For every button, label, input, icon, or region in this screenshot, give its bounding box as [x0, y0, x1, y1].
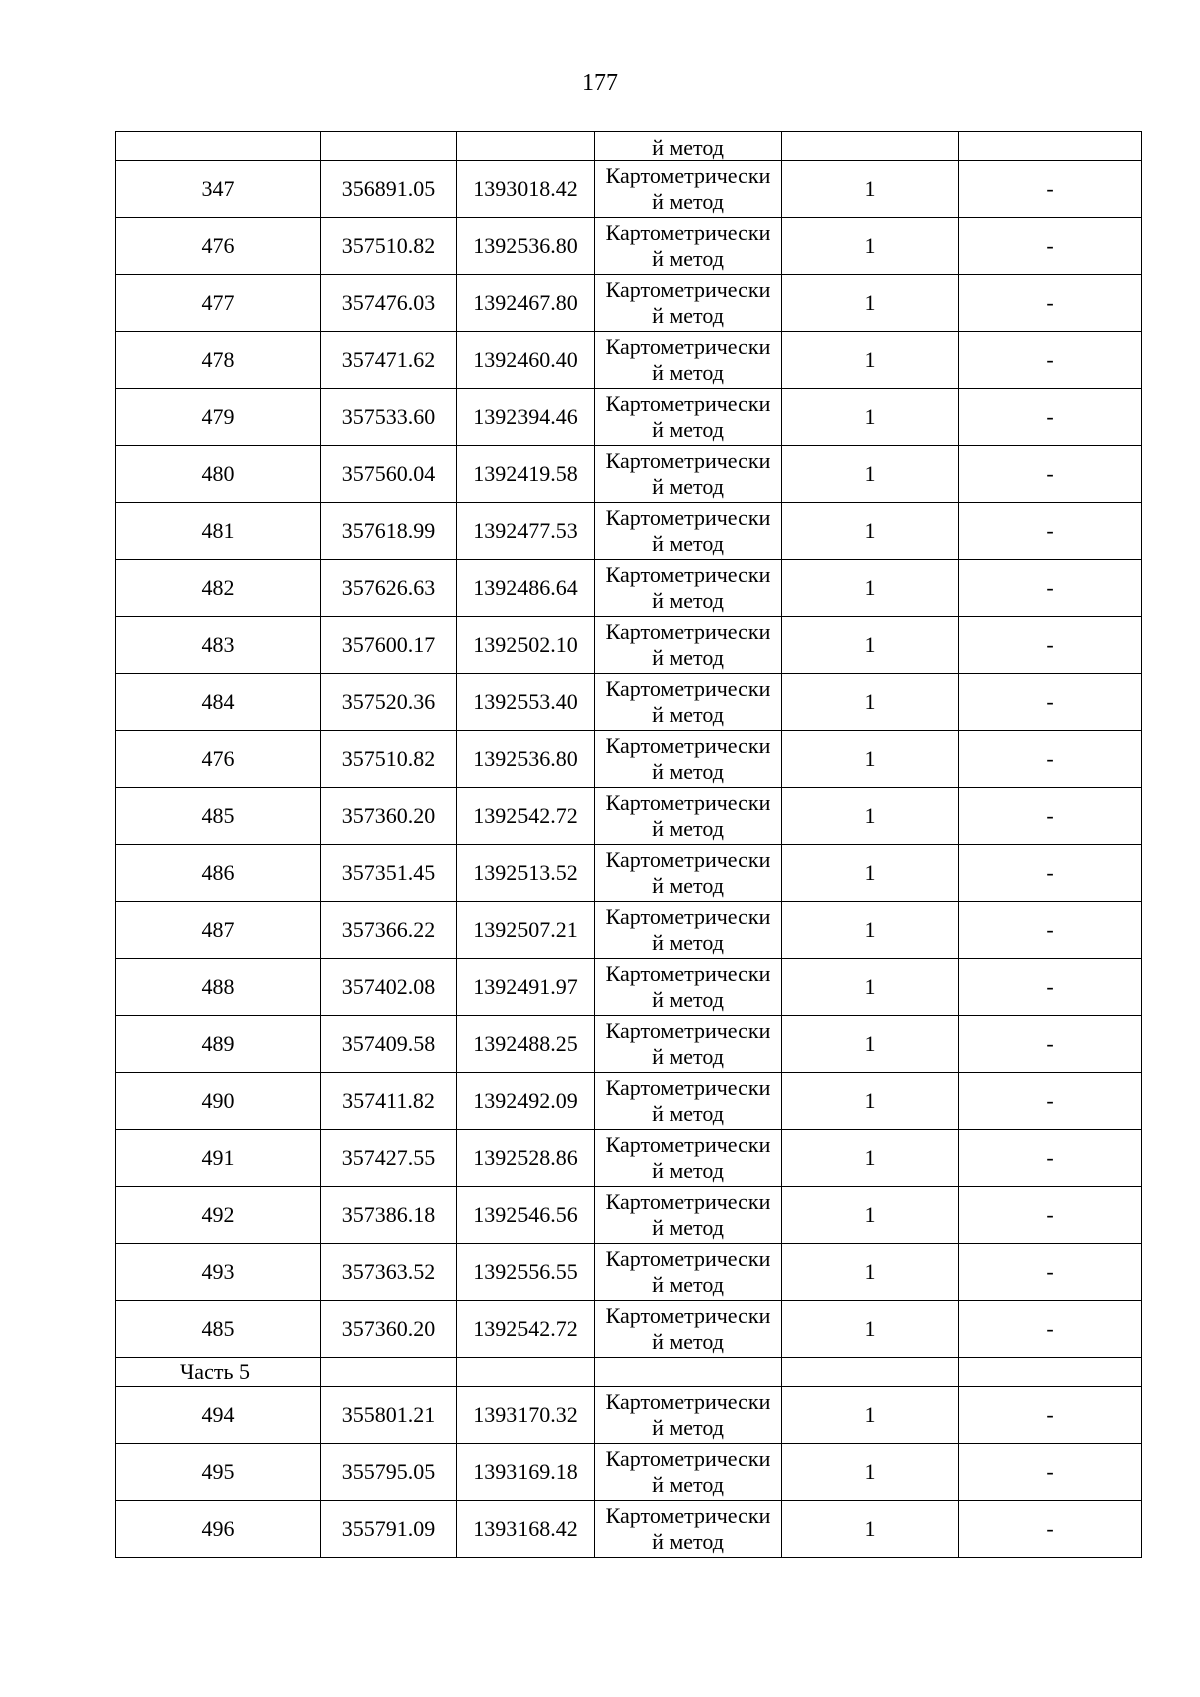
- table-cell-accuracy: 1: [782, 674, 959, 731]
- method-line-1: Картометрически: [605, 334, 771, 359]
- table-cell-note: [959, 132, 1142, 161]
- method-line-2: й метод: [652, 474, 724, 499]
- method-line-2: й метод: [652, 531, 724, 556]
- table-cell-x: 357366.22: [321, 902, 457, 959]
- table-cell-method: [595, 218, 782, 275]
- table-cell-empty: [595, 1358, 782, 1387]
- table-cell-method: [595, 1244, 782, 1301]
- method-line-1: Картометрически: [605, 391, 771, 416]
- table-cell-point: 491: [116, 1130, 321, 1187]
- table-cell-y: 1392394.46: [457, 389, 595, 446]
- table-cell-point: 485: [116, 1301, 321, 1358]
- table-cell-point: 485: [116, 788, 321, 845]
- method-line-1: Картометрически: [605, 1503, 771, 1528]
- method-line-1: Картометрически: [605, 676, 771, 701]
- table-cell-accuracy: 1: [782, 902, 959, 959]
- table-row: [116, 389, 1142, 446]
- table-cell-note: -: [959, 1387, 1142, 1444]
- method-line-2: й метод: [652, 1215, 724, 1240]
- table-cell-accuracy: 1: [782, 1187, 959, 1244]
- coordinates-table: [115, 131, 1142, 1558]
- method-line-2: й метод: [652, 588, 724, 613]
- table-cell-note: -: [959, 788, 1142, 845]
- table-cell-accuracy: 1: [782, 1501, 959, 1558]
- method-line-2: й метод: [652, 873, 724, 898]
- table-cell-method: [595, 446, 782, 503]
- table-cell-y: 1392542.72: [457, 788, 595, 845]
- table-cell-point: 479: [116, 389, 321, 446]
- table-cell-x: 357386.18: [321, 1187, 457, 1244]
- table-cell-point: 489: [116, 1016, 321, 1073]
- table-row: [116, 218, 1142, 275]
- table-cell-y: 1392546.56: [457, 1187, 595, 1244]
- method-line-1: Картометрически: [605, 847, 771, 872]
- table-cell-accuracy: 1: [782, 731, 959, 788]
- table-cell-method: [595, 161, 782, 218]
- table-cell-method: [595, 503, 782, 560]
- table-cell-accuracy: 1: [782, 1130, 959, 1187]
- method-line-2: й метод: [652, 1415, 724, 1440]
- table-cell-accuracy: 1: [782, 332, 959, 389]
- table-row: [116, 1244, 1142, 1301]
- continuation-row: [116, 132, 1142, 161]
- table-cell-point: 481: [116, 503, 321, 560]
- table-cell-note: -: [959, 731, 1142, 788]
- table-cell-method: й метод: [595, 132, 782, 161]
- table-cell-point: 478: [116, 332, 321, 389]
- table-cell-y: 1392542.72: [457, 1301, 595, 1358]
- table-row: [116, 332, 1142, 389]
- method-line-1: Картометрически: [605, 277, 771, 302]
- table-cell-x: 357360.20: [321, 1301, 457, 1358]
- table-cell-note: -: [959, 959, 1142, 1016]
- table-cell-x: 357427.55: [321, 1130, 457, 1187]
- table-cell-note: -: [959, 389, 1142, 446]
- table-row: [116, 674, 1142, 731]
- method-line-2: й метод: [652, 1272, 724, 1297]
- table-cell-y: [457, 132, 595, 161]
- table-cell-method: [595, 332, 782, 389]
- table-cell-note: -: [959, 674, 1142, 731]
- table-row: [116, 788, 1142, 845]
- table-row: [116, 560, 1142, 617]
- table-row: [116, 1016, 1142, 1073]
- table-cell-y: 1392556.55: [457, 1244, 595, 1301]
- table-cell-y: 1392502.10: [457, 617, 595, 674]
- table-row: [116, 1444, 1142, 1501]
- method-line-1: Картометрически: [605, 733, 771, 758]
- table-cell-point: 476: [116, 731, 321, 788]
- table-cell-method: [595, 1073, 782, 1130]
- table-cell-x: 357351.45: [321, 845, 457, 902]
- method-line-1: Картометрически: [605, 1389, 771, 1414]
- method-line-2: й метод: [652, 1472, 724, 1497]
- table-cell-x: 357520.36: [321, 674, 457, 731]
- table-row: [116, 161, 1142, 218]
- table-row: [116, 1187, 1142, 1244]
- table-row: [116, 275, 1142, 332]
- table-cell-x: 357600.17: [321, 617, 457, 674]
- table-cell-note: -: [959, 332, 1142, 389]
- table-cell-point: 496: [116, 1501, 321, 1558]
- table-cell-note: -: [959, 503, 1142, 560]
- table-cell-accuracy: 1: [782, 560, 959, 617]
- table-cell-accuracy: 1: [782, 389, 959, 446]
- table-cell-note: -: [959, 1073, 1142, 1130]
- method-line-2: й метод: [652, 246, 724, 271]
- table-cell-empty: [782, 1358, 959, 1387]
- table-cell-accuracy: 1: [782, 1244, 959, 1301]
- table-cell-method: [595, 1501, 782, 1558]
- table-cell-accuracy: 1: [782, 503, 959, 560]
- table-cell-point: 480: [116, 446, 321, 503]
- table-cell-x: 357360.20: [321, 788, 457, 845]
- table-cell-method: [595, 845, 782, 902]
- table-cell-x: 357409.58: [321, 1016, 457, 1073]
- table-cell-method: [595, 731, 782, 788]
- method-line-1: Картометрически: [605, 448, 771, 473]
- table-cell-point: 486: [116, 845, 321, 902]
- table-cell-method: [595, 1387, 782, 1444]
- table-cell-x: 355791.09: [321, 1501, 457, 1558]
- table-cell-x: 357510.82: [321, 218, 457, 275]
- table-cell-note: -: [959, 161, 1142, 218]
- method-line-1: Картометрически: [605, 904, 771, 929]
- table-cell-accuracy: 1: [782, 617, 959, 674]
- table-cell-x: 357471.62: [321, 332, 457, 389]
- table-cell-y: 1392491.97: [457, 959, 595, 1016]
- table-row: [116, 902, 1142, 959]
- table-cell-y: 1392507.21: [457, 902, 595, 959]
- table-cell-x: 357411.82: [321, 1073, 457, 1130]
- method-line-2: й метод: [652, 360, 724, 385]
- table-cell-y: 1393168.42: [457, 1501, 595, 1558]
- table-cell-accuracy: 1: [782, 275, 959, 332]
- table-cell-empty: [321, 1358, 457, 1387]
- table-row: [116, 503, 1142, 560]
- table-cell-method: [595, 560, 782, 617]
- table-cell-accuracy: 1: [782, 788, 959, 845]
- table-cell-point: 490: [116, 1073, 321, 1130]
- table-cell-y: 1392419.58: [457, 446, 595, 503]
- table-cell-y: 1392536.80: [457, 731, 595, 788]
- table-cell-x: 355795.05: [321, 1444, 457, 1501]
- method-line-1: Картометрически: [605, 1189, 771, 1214]
- table-cell-note: -: [959, 560, 1142, 617]
- table-cell-point: 484: [116, 674, 321, 731]
- table-cell-empty: [959, 1358, 1142, 1387]
- table-cell-y: 1392513.52: [457, 845, 595, 902]
- table-cell-y: 1392528.86: [457, 1130, 595, 1187]
- method-line-2: й метод: [652, 645, 724, 670]
- method-line-1: Картометрически: [605, 1303, 771, 1328]
- method-line-2: й метод: [652, 189, 724, 214]
- table-cell-point: 487: [116, 902, 321, 959]
- table-cell-x: 357363.52: [321, 1244, 457, 1301]
- table-cell-note: -: [959, 845, 1142, 902]
- table-cell-x: 356891.05: [321, 161, 457, 218]
- table-cell-note: -: [959, 446, 1142, 503]
- method-line-2: й метод: [652, 1101, 724, 1126]
- table-cell-x: 357476.03: [321, 275, 457, 332]
- table-row: [116, 1501, 1142, 1558]
- method-line-1: Картометрически: [605, 220, 771, 245]
- table-cell-x: 357626.63: [321, 560, 457, 617]
- table-cell-x: 357618.99: [321, 503, 457, 560]
- table-cell-y: 1393170.32: [457, 1387, 595, 1444]
- table-cell-note: -: [959, 1187, 1142, 1244]
- table-cell-method: [595, 1016, 782, 1073]
- table-cell-point: 347: [116, 161, 321, 218]
- table-cell-y: 1392477.53: [457, 503, 595, 560]
- table-cell-y: 1392488.25: [457, 1016, 595, 1073]
- table-cell-point: 476: [116, 218, 321, 275]
- method-line-2: й метод: [652, 702, 724, 727]
- method-line-2: й метод: [652, 930, 724, 955]
- table-cell-accuracy: 1: [782, 1016, 959, 1073]
- method-line-2: й метод: [652, 987, 724, 1012]
- method-line-1: Картометрически: [605, 790, 771, 815]
- table-cell-x: [321, 132, 457, 161]
- table-row: [116, 959, 1142, 1016]
- table-cell-point: 495: [116, 1444, 321, 1501]
- table-cell-note: -: [959, 218, 1142, 275]
- table-cell-point: [116, 132, 321, 161]
- coordinates-table-body: [116, 132, 1142, 1558]
- table-cell-y: 1393018.42: [457, 161, 595, 218]
- table-cell-point: 477: [116, 275, 321, 332]
- table-cell-note: -: [959, 902, 1142, 959]
- table-cell-method: [595, 902, 782, 959]
- method-line-2: й метод: [652, 759, 724, 784]
- table-cell-method: [595, 275, 782, 332]
- table-cell-method: [595, 674, 782, 731]
- table-cell-y: 1392536.80: [457, 218, 595, 275]
- method-line-2: й метод: [652, 1329, 724, 1354]
- table-cell-accuracy: 1: [782, 1301, 959, 1358]
- table-cell-y: 1392460.40: [457, 332, 595, 389]
- table-row: [116, 1073, 1142, 1130]
- table-cell-accuracy: 1: [782, 446, 959, 503]
- method-line-1: Картометрически: [605, 1246, 771, 1271]
- table-cell-note: -: [959, 1130, 1142, 1187]
- method-line-2: й метод: [652, 303, 724, 328]
- table-cell-method: [595, 389, 782, 446]
- page-number: 177: [582, 70, 618, 96]
- table-cell-y: 1393169.18: [457, 1444, 595, 1501]
- method-line-1: Картометрически: [605, 505, 771, 530]
- table-row: [116, 1301, 1142, 1358]
- table-cell-note: -: [959, 275, 1142, 332]
- table-cell-method: [595, 1187, 782, 1244]
- method-line-1: Картометрически: [605, 1018, 771, 1043]
- section-label: Часть 5: [116, 1358, 321, 1387]
- table-cell-method: [595, 959, 782, 1016]
- table-cell-accuracy: 1: [782, 1387, 959, 1444]
- table-row: [116, 1387, 1142, 1444]
- table-cell-accuracy: 1: [782, 1073, 959, 1130]
- table-cell-y: 1392553.40: [457, 674, 595, 731]
- table-cell-method: [595, 617, 782, 674]
- table-row: [116, 845, 1142, 902]
- table-cell-accuracy: 1: [782, 161, 959, 218]
- table-cell-accuracy: 1: [782, 959, 959, 1016]
- method-line-1: Картометрически: [605, 1446, 771, 1471]
- table-cell-y: 1392486.64: [457, 560, 595, 617]
- table-cell-y: 1392492.09: [457, 1073, 595, 1130]
- table-cell-note: -: [959, 1016, 1142, 1073]
- method-line-1: Картометрически: [605, 961, 771, 986]
- method-line-2: й метод: [652, 1044, 724, 1069]
- table-cell-method: [595, 1130, 782, 1187]
- table-cell-note: -: [959, 1244, 1142, 1301]
- table-cell-accuracy: 1: [782, 1444, 959, 1501]
- table-row: [116, 731, 1142, 788]
- table-cell-note: -: [959, 1501, 1142, 1558]
- method-line-2: й метод: [652, 816, 724, 841]
- table-cell-point: 493: [116, 1244, 321, 1301]
- table-cell-method: [595, 1301, 782, 1358]
- method-line-2: й метод: [652, 1158, 724, 1183]
- table-cell-x: 357533.60: [321, 389, 457, 446]
- table-cell-point: 494: [116, 1387, 321, 1444]
- method-line-1: Картометрически: [605, 619, 771, 644]
- table-cell-note: -: [959, 617, 1142, 674]
- method-line-1: Картометрически: [605, 1075, 771, 1100]
- table-cell-method: [595, 788, 782, 845]
- table-cell-note: -: [959, 1301, 1142, 1358]
- method-line-2: й метод: [652, 417, 724, 442]
- method-line-1: Картометрически: [605, 1132, 771, 1157]
- method-line-2: й метод: [652, 1529, 724, 1554]
- table-cell-accuracy: [782, 132, 959, 161]
- method-line-1: Картометрически: [605, 163, 771, 188]
- table-cell-point: 488: [116, 959, 321, 1016]
- table-cell-x: 357510.82: [321, 731, 457, 788]
- table-row: [116, 617, 1142, 674]
- table-cell-empty: [457, 1358, 595, 1387]
- table-cell-point: 483: [116, 617, 321, 674]
- table-cell-x: 357560.04: [321, 446, 457, 503]
- method-line-1: Картометрически: [605, 562, 771, 587]
- table-cell-point: 492: [116, 1187, 321, 1244]
- table-row: [116, 446, 1142, 503]
- table-cell-x: 355801.21: [321, 1387, 457, 1444]
- table-row: [116, 1130, 1142, 1187]
- table-cell-x: 357402.08: [321, 959, 457, 1016]
- table-cell-y: 1392467.80: [457, 275, 595, 332]
- table-cell-point: 482: [116, 560, 321, 617]
- section-row: [116, 1358, 1142, 1387]
- table-cell-accuracy: 1: [782, 845, 959, 902]
- table-cell-accuracy: 1: [782, 218, 959, 275]
- table-cell-method: [595, 1444, 782, 1501]
- table-cell-note: -: [959, 1444, 1142, 1501]
